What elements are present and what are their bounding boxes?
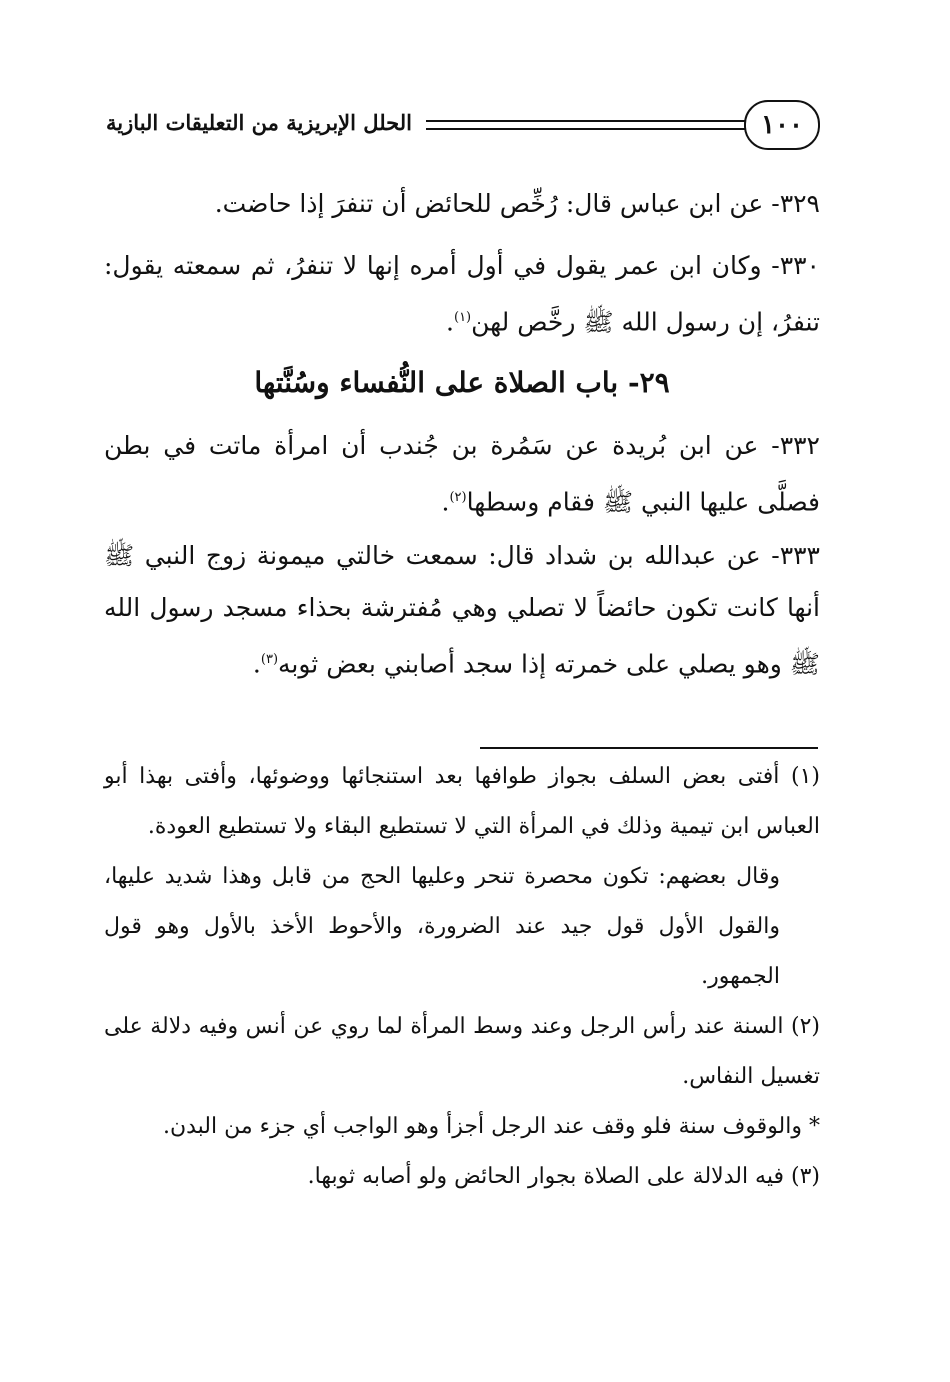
hadith-333	[104, 530, 820, 690]
footnote-2: (٢) السنة عند رأس الرجل وعند وسط المرأة لما روي عن أنس وفيه دلالة على تغسيل النفاس.	[104, 1014, 820, 1089]
header-double-rule	[426, 120, 748, 130]
footnote-2-note: * والوقوف سنة فلو وقف عند الرجل أجزأ وهو الواجب أي جزء من البدن.	[162, 1114, 820, 1139]
footnotes	[104, 752, 820, 1202]
hadith-332-paragraph	[104, 420, 820, 528]
hadith-332	[104, 420, 820, 528]
footnote-ref-3: (٣)	[260, 652, 279, 667]
footnote-separator	[480, 747, 818, 749]
footnote-1: (١) أفتى بعض السلف بجواز طوافها بعد استنجائها ووضوئها، وأفتى بهذا أبو العباس ابن تيمية وذلك في المرأة التي لا تستطيع البقاء ولا تستطيع العودة.	[104, 764, 820, 839]
hadith-330-text: ٣٣٠- وكان ابن عمر يقول في أول أمره إنها لا تنفرُ، ثم سمعته يقول: تنفرُ، إن رسول الله ﷺ رخَّص لهن	[104, 251, 820, 337]
chapter-heading: ٢٩- باب الصلاة على النُّفساء وسُنَّتها	[254, 366, 670, 399]
footnote-3: (٣) فيه الدلالة على الصلاة بجوار الحائض ولو أصابه ثوبها.	[307, 1164, 820, 1189]
running-title: الحلل الإبريزية من التعليقات البازية	[106, 110, 412, 135]
page-number: ١٠٠	[744, 100, 820, 150]
footnote-1-continuation: وقال بعضهم: تكون محصرة تنحر وعليها الحج من قابل وهذا شديد عليها، والقول الأول قول جيد عند الضرورة، والأحوط الأخذ بالأول وهو قول الجمهور.	[104, 864, 780, 989]
page-header	[98, 100, 820, 152]
hadith-332-end: .	[441, 487, 450, 517]
hadith-333-end: .	[252, 649, 261, 679]
hadith-333-paragraph	[104, 530, 820, 690]
hadith-330	[104, 240, 820, 348]
hadith-330-end: .	[446, 307, 454, 337]
footnote-ref-2: (٢)	[449, 490, 467, 505]
footnote-ref-1: (١)	[453, 310, 472, 325]
hadith-333-text: ٣٣٣- عن عبدالله بن شداد قال: سمعت خالتي ميمونة زوج النبي ﷺ أنها كانت تكون حائضاً لا تصلي وهي مُفترشة بحذاء مسجد رسول الله ﷺ وهو يصلي على خمرته إذا سجد أصابني بعض ثوبه	[104, 541, 820, 679]
hadith-329	[104, 178, 820, 230]
hadith-329-text: ٣٢٩- عن ابن عباس قال: رُخِّص للحائض أن تنفرَ إذا حاضت.	[214, 189, 820, 218]
hadith-332-text: ٣٣٢- عن ابن بُريدة عن سَمُرة بن جُندب أن امرأة ماتت في بطن فصلَّى عليها النبي ﷺ فقام وسطها	[104, 431, 820, 517]
hadith-330-paragraph	[104, 240, 820, 348]
